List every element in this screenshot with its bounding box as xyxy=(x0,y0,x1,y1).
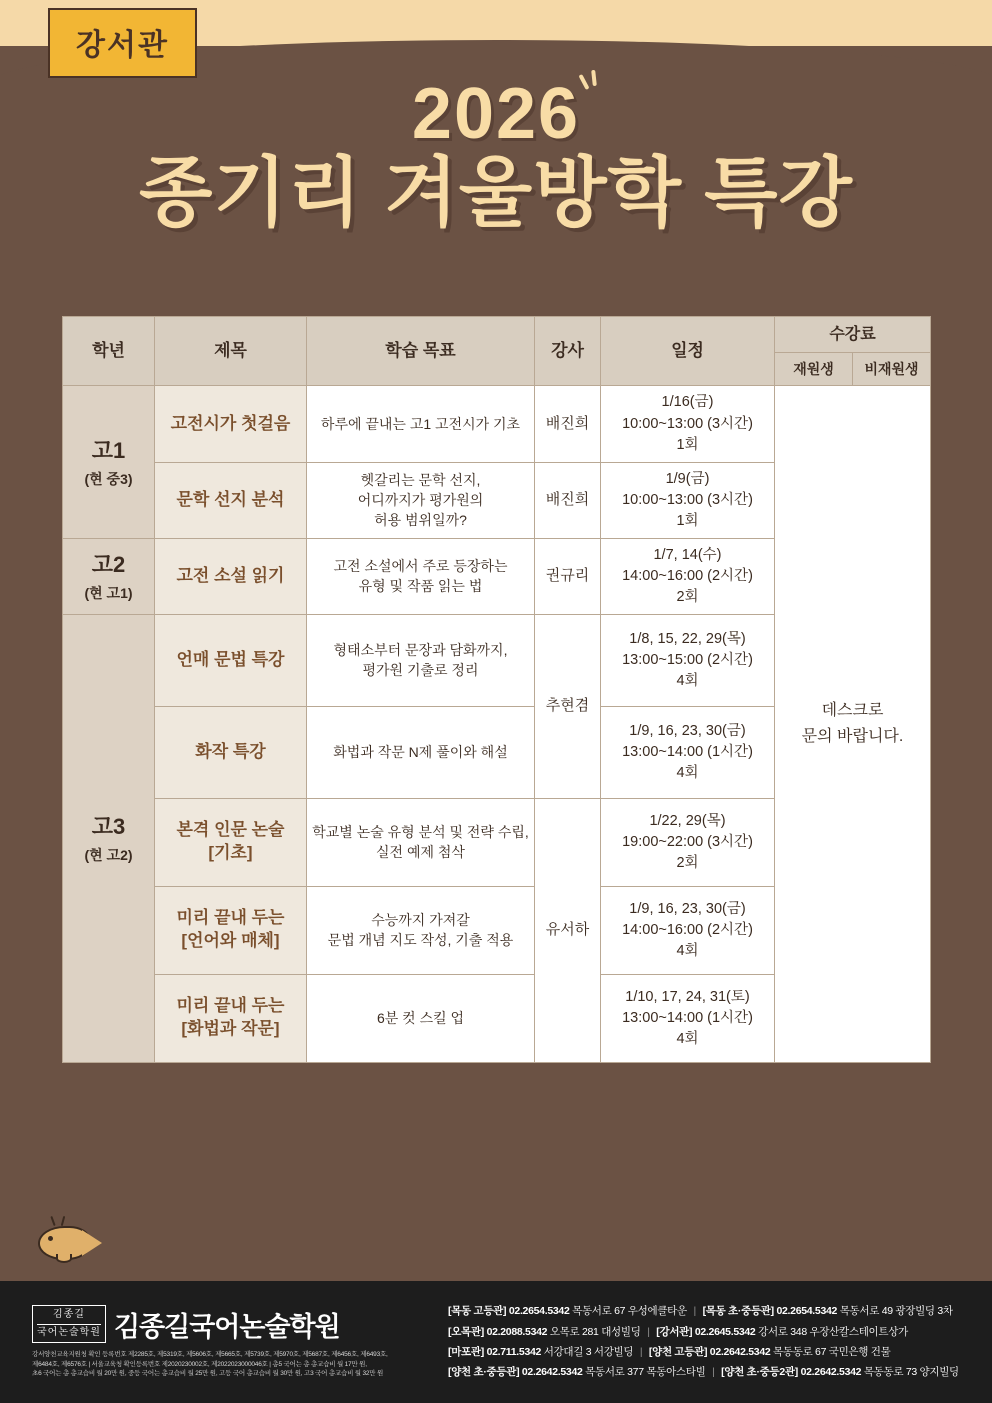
col-fee: 수강료 xyxy=(775,317,931,353)
footer-brand-block xyxy=(18,1305,438,1379)
branch-separator: | xyxy=(639,1346,643,1358)
goal-cell xyxy=(307,886,535,974)
schedule-line-1: 1/7, 14(수) xyxy=(653,546,722,563)
year-value: 2026 xyxy=(411,74,581,154)
branch-addr: 목동동로 73 양지빌딩 xyxy=(863,1366,959,1379)
subject-cell: 언매 문법 특강 xyxy=(155,614,307,706)
schedule-cell xyxy=(601,974,775,1062)
goal-cell xyxy=(307,462,535,538)
branch-addr: 목동서로 49 광장빌딩 3차 xyxy=(839,1305,953,1318)
grade-sublabel: (현 고1) xyxy=(84,584,133,601)
schedule-cell xyxy=(601,462,775,538)
brand-row xyxy=(32,1305,438,1344)
schedule-line-2: 13:00~15:00 (2시간) xyxy=(622,651,753,668)
col-grade: 학년 xyxy=(63,317,155,386)
goal-line-2: 실전 예제 첨삭 xyxy=(376,844,465,861)
branch-name: [목동 고등관] xyxy=(448,1305,507,1318)
branch-addr: 목동서로 67 우성에클타운 xyxy=(572,1305,687,1318)
branch-name: [양천 초·중등2관] xyxy=(721,1366,798,1379)
col-teacher: 강사 xyxy=(535,317,601,386)
schedule-line-3: 1회 xyxy=(676,512,699,529)
branch-line xyxy=(448,1362,974,1382)
branch-tel: 02.2642.5342 xyxy=(709,1346,771,1358)
branch-separator: | xyxy=(712,1366,715,1379)
subject-line-1: 미리 끝내 두는 xyxy=(176,996,285,1016)
branch-name: [강서관] xyxy=(656,1325,693,1338)
schedule-line-2: 10:00~13:00 (3시간) xyxy=(622,415,753,432)
grade-cell-3 xyxy=(63,614,155,1062)
branch-separator: | xyxy=(693,1305,696,1318)
teacher-cell: 배진희 xyxy=(535,386,601,462)
fee-cell xyxy=(775,386,931,1062)
subject-cell: 화작 특강 xyxy=(155,706,307,798)
subject-cell xyxy=(155,974,307,1062)
fish-icon xyxy=(30,1216,108,1270)
grade-label: 고2 xyxy=(91,552,126,577)
sparkle-icon xyxy=(580,72,606,102)
grade-label: 고3 xyxy=(91,814,126,840)
goal-line-2: 평가원 기출로 정리 xyxy=(362,662,479,679)
branch-list xyxy=(438,1301,974,1383)
course-table-wrap xyxy=(62,316,930,1063)
logo-mark-line-2: 국어논술학원 xyxy=(37,1324,101,1340)
fine-print-line-1: 강서양천교육지원청 확인 등록번호 제2285호, 제5319호, 제5606호, 제5665호, 제5739호, 제5970호, 제5687호, 제6456호, 제6493호, xyxy=(32,1350,388,1358)
branch-line xyxy=(448,1301,974,1321)
branch-name: [양천 고등관] xyxy=(648,1346,708,1358)
brand-name: 김종길국어논술학원 xyxy=(113,1311,340,1342)
col-goal: 학습 목표 xyxy=(307,317,535,386)
schedule-line-1: 1/22, 29(목) xyxy=(649,812,726,829)
schedule-line-1: 1/16(금) xyxy=(661,394,714,411)
branch-name: [양천 초·중등관] xyxy=(448,1366,520,1379)
branch-separator: | xyxy=(647,1325,650,1338)
teacher-cell: 권규리 xyxy=(535,538,601,614)
teacher-cell: 배진희 xyxy=(535,462,601,538)
branch-name: [마포관] xyxy=(448,1346,484,1358)
title-block xyxy=(0,74,992,236)
grade-sublabel: (현 고2) xyxy=(84,846,133,863)
branch-addr: 서강대길 3 서강빌딩 xyxy=(543,1346,634,1358)
schedule-line-3: 1회 xyxy=(676,436,699,453)
branch-tel: 02.711.5342 xyxy=(486,1346,542,1358)
schedule-cell xyxy=(601,798,775,886)
teacher-cell: 유서하 xyxy=(535,798,601,1062)
goal-line-3: 허용 범위일까? xyxy=(374,512,467,529)
subject-cell: 문학 선지 분석 xyxy=(155,462,307,538)
schedule-line-2: 13:00~14:00 (1시간) xyxy=(622,1009,753,1026)
col-fee-nonmember: 비재원생 xyxy=(853,353,931,386)
subject-line-2: [기초] xyxy=(208,843,253,863)
branch-tel: 02.2088.5342 xyxy=(486,1325,548,1338)
goal-cell: 하루에 끝내는 고1 고전시가 기초 xyxy=(307,386,535,462)
goal-line-2: 문법 개념 지도 작성, 기출 적용 xyxy=(327,932,514,949)
footer-fine-print xyxy=(32,1350,438,1379)
course-table xyxy=(62,316,931,1063)
schedule-line-1: 1/9(금) xyxy=(665,470,710,487)
branch-name: [목동 초·중등관] xyxy=(702,1305,774,1318)
goal-cell: 6분 컷 스킬 업 xyxy=(307,974,535,1062)
schedule-line-3: 4회 xyxy=(676,764,699,781)
schedule-line-1: 1/9, 16, 23, 30(금) xyxy=(629,722,746,739)
col-schedule: 일정 xyxy=(601,317,775,386)
goal-line-1: 고전 소설에서 주로 등장하는 xyxy=(333,557,508,574)
schedule-cell xyxy=(601,614,775,706)
schedule-cell xyxy=(601,538,775,614)
branch-name: [오목관] xyxy=(448,1325,484,1338)
schedule-cell xyxy=(601,386,775,462)
branch-line xyxy=(448,1342,974,1362)
subject-line-2: [화법과 작문] xyxy=(181,1019,280,1039)
fine-print-line-3: 초6 국어는 총 총교습비 월 20만 원, 중등 국어는 총교습비 월 25만 원, 고등 국어 총교습비 월 30만 원, 고3 국어 총교습비 월 32만 원 xyxy=(32,1370,384,1378)
hero-header xyxy=(0,0,992,300)
fee-note-line-2: 문의 바랍니다. xyxy=(801,728,904,746)
logo-mark-line-1: 김종길 xyxy=(52,1309,85,1321)
schedule-line-3: 4회 xyxy=(676,1030,699,1047)
col-subject: 제목 xyxy=(155,317,307,386)
subject-cell xyxy=(155,798,307,886)
branch-tel: 02.2654.5342 xyxy=(508,1305,570,1318)
subject-line-1: 본격 인문 논술 xyxy=(176,820,285,840)
schedule-line-1: 1/9, 16, 23, 30(금) xyxy=(629,900,746,917)
schedule-line-3: 4회 xyxy=(676,672,699,689)
year-text xyxy=(411,74,581,154)
goal-cell xyxy=(307,798,535,886)
grade-cell-1 xyxy=(63,386,155,538)
branch-line xyxy=(448,1322,974,1342)
grade-cell-2 xyxy=(63,538,155,614)
goal-line-1: 수능까지 가져갈 xyxy=(371,911,470,928)
goal-cell: 화법과 작문 N제 풀이와 해설 xyxy=(307,706,535,798)
goal-line-1: 헷갈리는 문학 선지, xyxy=(360,471,481,488)
branch-tel: 02.2645.5342 xyxy=(694,1325,756,1338)
grade-label: 고1 xyxy=(91,437,126,463)
schedule-line-2: 19:00~22:00 (3시간) xyxy=(622,833,753,850)
table-row xyxy=(63,386,931,462)
branch-tel: 02.2642.5342 xyxy=(800,1366,862,1379)
schedule-line-2: 14:00~16:00 (2시간) xyxy=(622,921,753,938)
col-fee-member: 재원생 xyxy=(775,353,853,386)
branch-tel: 02.2642.5342 xyxy=(521,1366,583,1379)
schedule-line-1: 1/8, 15, 22, 29(목) xyxy=(629,630,746,647)
subject-cell: 고전 소설 읽기 xyxy=(155,538,307,614)
subject-cell: 고전시가 첫걸음 xyxy=(155,386,307,462)
branch-addr: 목동동로 67 국민은행 건물 xyxy=(773,1346,891,1358)
branch-addr: 강서로 348 우장산칼스테이트상가 xyxy=(758,1325,908,1338)
schedule-line-2: 14:00~16:00 (2시간) xyxy=(622,567,753,584)
goal-line-1: 학교별 논술 유형 분석 및 전략 수립, xyxy=(312,823,529,840)
branch-addr: 목동서로 377 목동아스타빌 xyxy=(585,1366,706,1379)
schedule-cell xyxy=(601,886,775,974)
fee-note-line-1: 데스크로 xyxy=(821,702,884,720)
schedule-line-3: 2회 xyxy=(676,854,699,871)
goal-line-2: 유형 및 작품 읽는 법 xyxy=(358,578,483,595)
teacher-cell: 추현겸 xyxy=(535,614,601,798)
subject-cell xyxy=(155,886,307,974)
subject-line-1: 미리 끝내 두는 xyxy=(176,908,285,928)
goal-cell xyxy=(307,614,535,706)
schedule-line-2: 10:00~13:00 (3시간) xyxy=(622,491,753,508)
branch-addr: 오목로 281 대성빌딩 xyxy=(549,1325,641,1338)
fine-print-line-2: 제6484호, 제6576호 | 서울교육청 확인등록번호 제2020230002호, 제2022023000046호 | 총5 국어는 총 총교습비 월 17만 원, xyxy=(32,1360,367,1368)
schedule-cell xyxy=(601,706,775,798)
subject-line-2: [언어와 매체] xyxy=(181,931,280,951)
branch-tel: 02.2654.5342 xyxy=(776,1305,838,1318)
footer xyxy=(0,1281,992,1403)
goal-cell xyxy=(307,538,535,614)
schedule-line-3: 2회 xyxy=(676,588,699,605)
schedule-line-2: 13:00~14:00 (1시간) xyxy=(622,743,753,760)
goal-line-2: 어디까지가 평가원의 xyxy=(357,491,484,508)
schedule-line-3: 4회 xyxy=(676,942,699,959)
logo-mark xyxy=(32,1305,106,1343)
schedule-line-1: 1/10, 17, 24, 31(토) xyxy=(625,988,750,1005)
goal-line-1: 형태소부터 문장과 담화까지, xyxy=(333,641,508,658)
grade-sublabel: (현 중3) xyxy=(84,470,133,487)
table-header-row-1 xyxy=(63,317,931,353)
campus-badge: 강서관 xyxy=(48,8,197,78)
page-title: 종기리 겨울방학 특강 xyxy=(139,151,853,236)
